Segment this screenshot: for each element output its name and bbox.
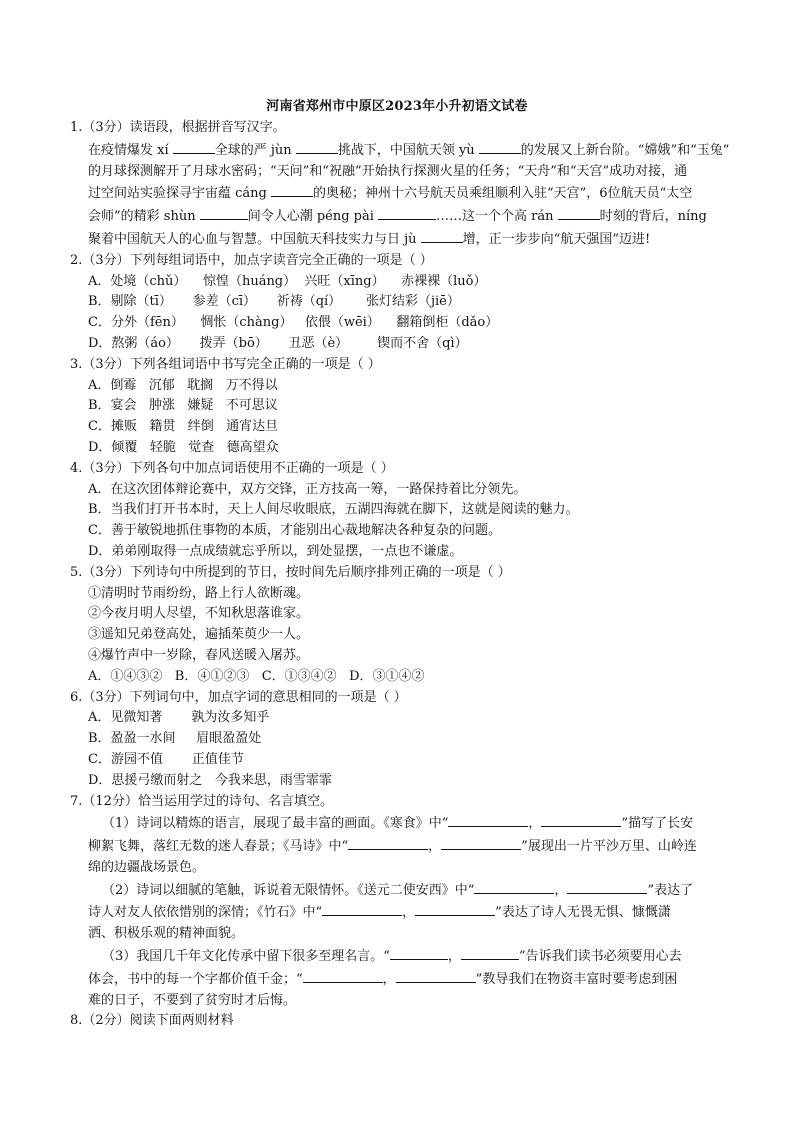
part-line — [88, 879, 730, 902]
passage-text: 全球的严 jùn — [214, 142, 296, 158]
passage-text: ……这一个个高 rán — [436, 209, 558, 225]
question-5 — [70, 563, 730, 688]
question-2 — [70, 251, 730, 355]
answer-blank[interactable] — [200, 205, 248, 220]
answer-blank[interactable] — [474, 879, 554, 894]
part-text: ， — [554, 882, 568, 898]
question-4 — [70, 459, 730, 563]
question-1 — [70, 118, 730, 251]
option-d[interactable]: D．倾覆 轻脆 觉查 德高望众 — [88, 439, 279, 455]
part-text: （3）我国几千年文化传承中留下很多至理名言。“ — [102, 949, 390, 965]
part-text: 难的日子，不要到了贫穷时才后悔。 — [88, 992, 297, 1008]
passage-text: 会师”的精彩 shùn — [88, 209, 200, 225]
option-b[interactable]: B．剔除（tī） 参差（cī） 祈祷（qí） 张灯结彩（jiē） — [88, 294, 460, 310]
part-text: 柳絮飞舞，落红无数的迷人春景；《马诗》中“ — [88, 839, 349, 855]
passage-text: 间令人心潮 péng pài — [247, 209, 379, 225]
passage-line — [88, 182, 730, 205]
option-a[interactable]: A．见微知著 孰为汝多知乎 — [88, 710, 270, 726]
part-text: ， — [382, 971, 396, 987]
part-text: （2）诗词以细腻的笔触，诉说着无限情怀。《送元二使安西》中“ — [102, 882, 475, 898]
exam-content — [70, 118, 730, 1032]
part-text: ”告诉我们读书必须要用心去 — [518, 949, 682, 965]
part-line — [88, 835, 730, 858]
option-c[interactable]: C．分外（fēn） 惆怅（chàng） 依偎（wēi） 翻箱倒柜（dǎo） — [88, 315, 499, 331]
passage-line — [88, 139, 730, 162]
passage-text: 过空间站实验探寻宇宙蕴 cáng — [88, 186, 271, 202]
part-line — [88, 901, 730, 924]
passage-line — [88, 228, 730, 251]
part-line — [88, 968, 730, 991]
option-d[interactable]: D．思援弓缴而射之 今我来思，雨雪霏霏 — [88, 772, 332, 788]
answer-blank[interactable] — [421, 228, 463, 243]
part-text: ”教导我们在物资丰富时要考虑到困 — [475, 971, 678, 987]
question-4-head: 4.（3分）下列各句中加点词语使用不正确的一项是（ ） — [70, 460, 394, 476]
option-a[interactable]: A．倒霉 沉郁 耽搁 万不得以 — [88, 377, 278, 393]
option-a[interactable]: A．在这次团体辩论赛中，双方交锋，正方技高一筹，一路保持着比分领先。 — [88, 481, 527, 497]
part-text: ， — [428, 839, 442, 855]
option-c[interactable]: C．游园不值 正值佳节 — [88, 751, 244, 767]
passage-text: 时刻的背后，níng — [599, 209, 707, 225]
question-7-part-1 — [70, 812, 730, 878]
question-3-head: 3.（3分）下列各组词语中书写完全正确的一项是（ ） — [70, 356, 381, 372]
option-d[interactable]: D．熬粥（áo） 拨弄（bō） 丑恶（è） 锲而不舍（qì） — [88, 335, 468, 351]
passage-text: 的奥秘；神州十六号航天员乘组顺利入驻“天宫”，6位航天员“太空 — [313, 186, 693, 202]
answer-blank[interactable] — [378, 205, 436, 220]
part-text: ”展现出一片平沙万里、山岭连 — [521, 839, 697, 855]
answer-blank[interactable] — [390, 945, 448, 960]
part-line — [88, 924, 730, 945]
question-6-head: 6.（3分）下列词句中，加点字词的意思相同的一项是（ ） — [70, 689, 407, 705]
passage-text: 挑战下，中国航天领 yù — [337, 142, 479, 158]
question-1-passage — [70, 139, 730, 251]
question-7-part-3 — [70, 945, 730, 1011]
option-a[interactable]: A．处境（chǔ） 惊惶（huáng） 兴旺（xīng） 赤裸裸（luǒ） — [88, 273, 487, 289]
poem-line-3: ③遥知兄弟登高处，遍插茱萸少一人。 — [88, 627, 310, 643]
part-text: 洒、积极乐观的精神面貌。 — [88, 926, 245, 942]
option-c[interactable]: C．善于敏锐地抓住事物的本质，才能别出心裁地解决各种复杂的问题。 — [88, 523, 501, 539]
question-8 — [70, 1011, 730, 1032]
question-8-head: 8.（2分）阅读下面两则材料 — [70, 1013, 234, 1029]
question-3 — [70, 355, 730, 459]
answer-blank[interactable] — [296, 139, 338, 154]
answer-blank[interactable] — [567, 879, 647, 894]
passage-text: 在疫情爆发 xí — [88, 142, 173, 158]
part-text: （1）诗词以精炼的语言，展现了最丰富的画面。《寒食》中“ — [102, 816, 449, 832]
part-text: ， — [402, 905, 416, 921]
part-text: 绵的边疆战场景色。 — [88, 859, 206, 875]
answer-options[interactable]: A．①④③② B．④①②③ C．①③④② D．③①④② — [88, 668, 425, 684]
option-b[interactable]: B．宴会 肿涨 嫌疑 不可思议 — [88, 398, 278, 414]
question-2-head: 2.（3分）下列每组词语中，加点字读音完全正确的一项是（ ） — [70, 252, 433, 268]
part-line — [88, 858, 730, 879]
part-text: ， — [447, 949, 461, 965]
answer-blank[interactable] — [415, 901, 495, 916]
part-line — [88, 991, 730, 1012]
answer-blank[interactable] — [461, 945, 519, 960]
answer-blank[interactable] — [173, 139, 215, 154]
part-text: 诗人对友人依依惜别的深情；《竹石》中“ — [88, 905, 323, 921]
question-7-part-2 — [70, 879, 730, 945]
option-d[interactable]: D．弟弟刚取得一点成绩就忘乎所以，到处显摆，一点也不谦虚。 — [88, 543, 463, 559]
part-text: ”表达了诗人无畏无惧、慷慨潇 — [495, 905, 671, 921]
question-7-head: 7.（12分）恰当运用学过的诗句、名言填空。 — [70, 793, 333, 809]
question-7 — [70, 792, 730, 1012]
option-b[interactable]: B．盈盈一水间 眉眼盈盈处 — [88, 731, 262, 747]
answer-blank[interactable] — [348, 835, 428, 850]
question-5-head: 5.（3分）下列诗句中所提到的节日，按时间先后顺序排列正确的一项是（ ） — [70, 564, 511, 580]
answer-blank[interactable] — [448, 812, 528, 827]
answer-blank[interactable] — [271, 182, 313, 197]
passage-line — [88, 205, 730, 228]
answer-blank[interactable] — [396, 968, 476, 983]
part-text: 体会，书中的每一个字都价值千金；“ — [88, 971, 303, 987]
part-line — [88, 812, 730, 835]
part-text: ”表达了 — [647, 882, 694, 898]
question-1-head: 1.（3分）读语段，根据拼音写汉字。 — [70, 120, 286, 135]
answer-blank[interactable] — [479, 139, 521, 154]
option-b[interactable]: B．当我们打开书本时，天上人间尽收眼底，五湖四海就在脚下，这就是阅读的魅力。 — [88, 502, 579, 518]
answer-blank[interactable] — [441, 835, 521, 850]
answer-blank[interactable] — [541, 812, 621, 827]
option-c[interactable]: C．摊贩 籍贯 绊倒 通宵达旦 — [88, 419, 279, 435]
part-text: ”描写了长安 — [621, 816, 694, 832]
passage-text: 聚着中国航天人的心血与智慧。中国航天科技实力与日 jù — [88, 231, 421, 247]
poem-line-2: ②今夜月明人尽望，不知秋思落谁家。 — [88, 606, 310, 622]
passage-text: 的发展又上新台阶。“嫦娥”和“玉兔” — [520, 142, 730, 158]
passage-line: 的月球探测解开了月球水密码；“天问”和“祝融”开始执行探测火星的任务；“天舟”和“天宫”成功对接，通 — [88, 163, 688, 179]
question-6 — [70, 688, 730, 792]
part-text: ， — [528, 816, 542, 832]
answer-blank[interactable] — [322, 901, 402, 916]
poem-line-4: ④爆竹声中一岁除，春风送暖入屠苏。 — [88, 647, 310, 663]
part-line — [88, 945, 730, 968]
answer-blank[interactable] — [558, 205, 600, 220]
answer-blank[interactable] — [303, 968, 383, 983]
passage-text: 增，正一步步向“航天强国”迈进! — [462, 231, 651, 247]
page-title: 河南省郑州市中原区2023年小升初语文试卷 — [266, 99, 528, 114]
poem-line-1: ①清明时节雨纷纷，路上行人欲断魂。 — [88, 585, 310, 601]
